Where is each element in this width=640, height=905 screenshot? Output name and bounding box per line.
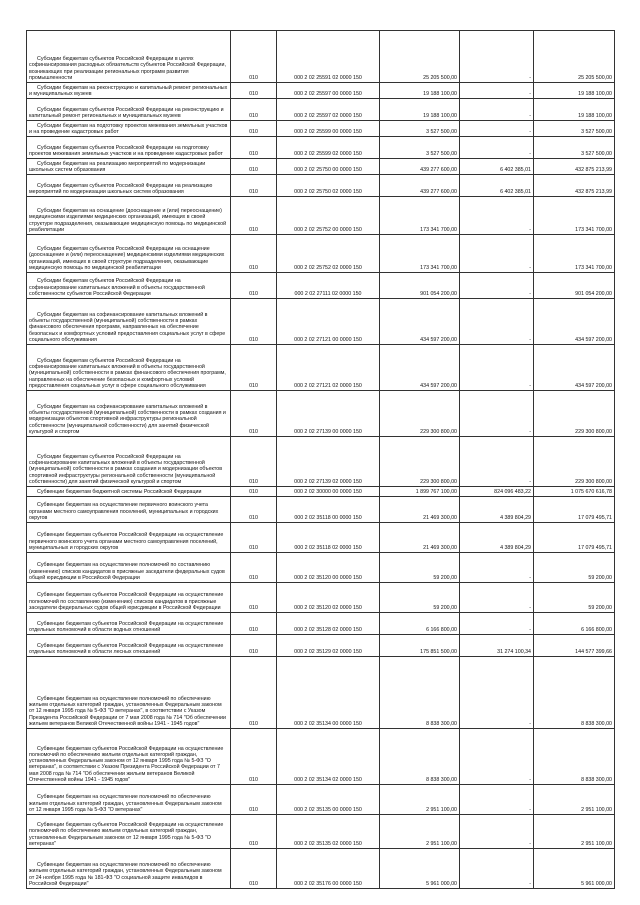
table-row <box>27 437 615 487</box>
table-row <box>27 235 615 273</box>
row-admin-code: 010 <box>231 345 277 391</box>
row-classification-code: 000 2 02 35120 00 0000 150 <box>277 553 380 583</box>
table-row <box>27 487 615 497</box>
row-admin-code: 010 <box>231 657 277 729</box>
table-row <box>27 121 615 137</box>
row-adjustment-amount: - <box>460 729 534 785</box>
table-row <box>27 553 615 583</box>
row-admin-code: 010 <box>231 31 277 83</box>
row-approved-amount: 901 054 200,00 <box>380 273 460 299</box>
table-row <box>27 299 615 345</box>
row-classification-code: 000 2 02 25752 00 0000 150 <box>277 197 380 235</box>
row-total-amount: 2 951 100,00 <box>534 815 615 849</box>
table-row <box>27 657 615 729</box>
row-approved-amount: 175 851 500,00 <box>380 635 460 657</box>
table-row <box>27 99 615 121</box>
row-admin-code: 010 <box>231 487 277 497</box>
row-adjustment-amount: - <box>460 583 534 613</box>
row-adjustment-amount: - <box>460 137 534 159</box>
row-name: Субвенции бюджетам субъектов Российской Федерации на осуществление отдельных полномочий в области водных отношений <box>27 613 231 635</box>
table-row <box>27 785 615 815</box>
row-total-amount: 59 200,00 <box>534 583 615 613</box>
row-adjustment-amount: - <box>460 299 534 345</box>
row-approved-amount: 59 200,00 <box>380 583 460 613</box>
row-admin-code: 010 <box>231 159 277 175</box>
row-admin-code: 010 <box>231 553 277 583</box>
row-adjustment-amount: 31 274 100,34 <box>460 635 534 657</box>
row-classification-code: 000 2 02 35118 02 0000 150 <box>277 523 380 553</box>
row-adjustment-amount: - <box>460 391 534 437</box>
row-name: Субвенции бюджетам на осуществление полномочий по обеспечению жильем отдельных категорий граждан, установленных Федеральным законом от 12 января 1995 года № 5-ФЗ "О ветеранах", в соответствии с Указом Президента Российской Федерации от 7 мая 2008 года № 714 "Об обеспечении жильем ветеранов Великой Отечественной войны 1941 - 1945 годов" <box>27 657 231 729</box>
row-approved-amount: 229 300 800,00 <box>380 391 460 437</box>
table-row <box>27 175 615 197</box>
table-row <box>27 815 615 849</box>
row-classification-code: 000 2 02 35129 02 0000 150 <box>277 635 380 657</box>
row-name: Субсидии бюджетам на оснащение (дооснащение и (или) переоснащение) медицинскими изделиями медицинских организаций, имеющих в своей структуре подразделения, оказывающие медицинскую помощь по медицинской реабилитации <box>27 197 231 235</box>
row-approved-amount: 5 961 000,00 <box>380 849 460 889</box>
row-name: Субсидии бюджетам на реализацию мероприятий по модернизации школьных систем образования <box>27 159 231 175</box>
row-total-amount: 19 188 100,00 <box>534 83 615 99</box>
row-adjustment-amount: - <box>460 437 534 487</box>
row-approved-amount: 3 527 500,00 <box>380 137 460 159</box>
row-adjustment-amount: - <box>460 197 534 235</box>
row-name: Субсидии бюджетам на софинансирование капитальных вложений в объекты государственной (муниципальной) собственности в рамках создания и модернизации объектов спортивной инфраструктуры региональной собственности (муниципальной собственности) для занятий физической культурой и спортом <box>27 391 231 437</box>
table-row <box>27 613 615 635</box>
budget-table <box>26 30 615 889</box>
row-name: Субвенции бюджетам на осуществление полномочий по обеспечению жильем отдельных категорий граждан, установленных Федеральным законом от 12 января 1995 года № 5-ФЗ "О ветеранах" <box>27 785 231 815</box>
row-classification-code: 000 2 02 35135 00 0000 150 <box>277 785 380 815</box>
row-admin-code: 010 <box>231 849 277 889</box>
row-total-amount: 19 188 100,00 <box>534 99 615 121</box>
row-name: Субсидии бюджетам на подготовку проектов межевания земельных участков и на проведение кадастровых работ <box>27 121 231 137</box>
row-total-amount: 8 838 300,00 <box>534 657 615 729</box>
row-classification-code: 000 2 02 25750 00 0000 150 <box>277 159 380 175</box>
row-name: Субсидии бюджетам субъектов Российской Федерации в целях софинансирования расходных обязательств субъектов Российской Федерации, возникающих при реализации региональных программ развития промышленности <box>27 31 231 83</box>
row-total-amount: 8 838 300,00 <box>534 729 615 785</box>
table-row <box>27 635 615 657</box>
budget-document-page <box>26 30 614 889</box>
table-row <box>27 137 615 159</box>
row-adjustment-amount: - <box>460 849 534 889</box>
row-approved-amount: 439 277 600,00 <box>380 159 460 175</box>
row-total-amount: 144 577 399,66 <box>534 635 615 657</box>
row-classification-code: 000 2 02 25591 02 0000 150 <box>277 31 380 83</box>
row-adjustment-amount: - <box>460 83 534 99</box>
row-total-amount: 432 875 213,99 <box>534 175 615 197</box>
row-admin-code: 010 <box>231 729 277 785</box>
table-row <box>27 197 615 235</box>
row-adjustment-amount: - <box>460 235 534 273</box>
row-classification-code: 000 2 02 35128 02 0000 150 <box>277 613 380 635</box>
row-classification-code: 000 2 02 25597 02 0000 150 <box>277 99 380 121</box>
row-admin-code: 010 <box>231 137 277 159</box>
row-approved-amount: 229 300 800,00 <box>380 437 460 487</box>
row-total-amount: 5 961 000,00 <box>534 849 615 889</box>
row-approved-amount: 19 188 100,00 <box>380 83 460 99</box>
row-name: Субсидии бюджетам на софинансирование капитальных вложений в объекты государственной (муниципальной) собственности в рамках финансового обеспечения программ, направленных на обеспечение безопасных и комфортных условий предоставления социальных услуг в сфере социального обслуживания <box>27 299 231 345</box>
table-row <box>27 159 615 175</box>
table-row <box>27 729 615 785</box>
row-adjustment-amount: - <box>460 785 534 815</box>
row-total-amount: 901 054 200,00 <box>534 273 615 299</box>
row-adjustment-amount: 6 402 385,01 <box>460 175 534 197</box>
row-adjustment-amount: - <box>460 121 534 137</box>
row-name: Субвенции бюджетам на осуществление первичного воинского учета органами местного самоуправления поселений, муниципальных и городских округов <box>27 497 231 523</box>
row-classification-code: 000 2 02 25599 02 0000 150 <box>277 137 380 159</box>
row-admin-code: 010 <box>231 815 277 849</box>
table-row <box>27 345 615 391</box>
row-approved-amount: 21 469 300,00 <box>380 523 460 553</box>
row-name: Субвенции бюджетам субъектов Российской Федерации на осуществление первичного воинского учета органами местного самоуправления поселений, муниципальных и городских округов <box>27 523 231 553</box>
row-approved-amount: 434 597 200,00 <box>380 345 460 391</box>
row-classification-code: 000 2 02 25597 00 0000 150 <box>277 83 380 99</box>
row-admin-code: 010 <box>231 121 277 137</box>
row-classification-code: 000 2 02 27121 00 0000 150 <box>277 299 380 345</box>
row-admin-code: 010 <box>231 197 277 235</box>
row-approved-amount: 439 277 600,00 <box>380 175 460 197</box>
row-classification-code: 000 2 02 25599 00 0000 150 <box>277 121 380 137</box>
row-admin-code: 010 <box>231 635 277 657</box>
row-classification-code: 000 2 02 35176 00 0000 150 <box>277 849 380 889</box>
row-name: Субсидии бюджетам на реконструкцию и капитальный ремонт региональных и муниципальных музеев <box>27 83 231 99</box>
row-approved-amount: 8 838 300,00 <box>380 729 460 785</box>
row-total-amount: 25 205 500,00 <box>534 31 615 83</box>
row-approved-amount: 3 527 500,00 <box>380 121 460 137</box>
row-admin-code: 010 <box>231 613 277 635</box>
row-total-amount: 1 075 670 616,78 <box>534 487 615 497</box>
row-total-amount: 3 527 500,00 <box>534 121 615 137</box>
row-adjustment-amount: 4 389 804,29 <box>460 497 534 523</box>
row-name: Субвенции бюджетам субъектов Российской Федерации на осуществление полномочий по обеспечению жильем отдельных категорий граждан, установленных Федеральным законом от 12 января 1995 года № 5-ФЗ "О ветеранах" <box>27 815 231 849</box>
row-approved-amount: 21 469 300,00 <box>380 497 460 523</box>
row-name: Субсидии бюджетам субъектов Российской Федерации на оснащение (дооснащение и (или) переоснащение) медицинскими изделиями медицинских организаций, имеющих в своей структуре подразделения, оказывающие медицинскую помощь по медицинской реабилитации <box>27 235 231 273</box>
row-total-amount: 432 875 213,99 <box>534 159 615 175</box>
row-adjustment-amount: - <box>460 345 534 391</box>
row-approved-amount: 19 188 100,00 <box>380 99 460 121</box>
row-admin-code: 010 <box>231 83 277 99</box>
row-name: Субвенции бюджетам субъектов Российской Федерации на осуществление полномочий по обеспечению жильем отдельных категорий граждан, установленных Федеральным законом от 12 января 1995 года № 5-ФЗ "О ветеранах", в соответствии с Указом Президента Российской Федерации от 7 мая 2008 года № 714 "Об обеспечении жильем ветеранов Великой Отечественной войны 1941 - 1945 годов" <box>27 729 231 785</box>
row-approved-amount: 2 951 100,00 <box>380 785 460 815</box>
row-name: Субсидии бюджетам субъектов Российской Федерации на софинансирование капитальных вложений в объекты государственной (муниципальной) собственности в рамках создания и модернизации объектов спортивной инфраструктуры региональной собственности (муниципальной собственности) для занятий физической культурой и спортом <box>27 437 231 487</box>
row-approved-amount: 2 951 100,00 <box>380 815 460 849</box>
table-row <box>27 273 615 299</box>
row-total-amount: 173 341 700,00 <box>534 235 615 273</box>
row-approved-amount: 434 597 200,00 <box>380 299 460 345</box>
row-classification-code: 000 2 02 35120 02 0000 150 <box>277 583 380 613</box>
row-approved-amount: 6 166 800,00 <box>380 613 460 635</box>
row-admin-code: 010 <box>231 273 277 299</box>
row-approved-amount: 59 200,00 <box>380 553 460 583</box>
row-total-amount: 229 300 800,00 <box>534 437 615 487</box>
row-total-amount: 59 200,00 <box>534 553 615 583</box>
row-approved-amount: 25 205 500,00 <box>380 31 460 83</box>
row-classification-code: 000 2 02 30000 00 0000 150 <box>277 487 380 497</box>
row-adjustment-amount: - <box>460 553 534 583</box>
row-name: Субвенции бюджетам субъектов Российской Федерации на осуществление полномочий по составлению (изменению) списков кандидатов в присяжные заседатели федеральных судов общей юрисдикции в Российской Федерации <box>27 583 231 613</box>
table-row <box>27 583 615 613</box>
row-adjustment-amount: - <box>460 815 534 849</box>
row-admin-code: 010 <box>231 583 277 613</box>
table-row <box>27 391 615 437</box>
row-admin-code: 010 <box>231 497 277 523</box>
row-total-amount: 434 597 200,00 <box>534 299 615 345</box>
row-classification-code: 000 2 02 35135 02 0000 150 <box>277 815 380 849</box>
table-row <box>27 849 615 889</box>
row-admin-code: 010 <box>231 437 277 487</box>
row-approved-amount: 173 341 700,00 <box>380 235 460 273</box>
row-adjustment-amount: - <box>460 273 534 299</box>
row-adjustment-amount: 4 389 804,29 <box>460 523 534 553</box>
row-total-amount: 3 527 500,00 <box>534 137 615 159</box>
row-adjustment-amount: - <box>460 99 534 121</box>
row-classification-code: 000 2 02 35134 02 0000 150 <box>277 729 380 785</box>
row-total-amount: 2 951 100,00 <box>534 785 615 815</box>
row-name: Субвенции бюджетам бюджетной системы Российской Федерации <box>27 487 231 497</box>
budget-table-body <box>27 31 615 889</box>
row-name: Субсидии бюджетам субъектов Российской Федерации на реконструкцию и капитальный ремонт региональных и муниципальных музеев <box>27 99 231 121</box>
row-admin-code: 010 <box>231 235 277 273</box>
row-adjustment-amount: 6 402 385,01 <box>460 159 534 175</box>
row-adjustment-amount: 824 096 483,22 <box>460 487 534 497</box>
row-approved-amount: 8 838 300,00 <box>380 657 460 729</box>
row-admin-code: 010 <box>231 175 277 197</box>
row-name: Субсидии бюджетам субъектов Российской Федерации на софинансирование капитальных вложений в объекты государственной (муниципальной) собственности в рамках финансового обеспечения программ, направленных на обеспечение безопасных и комфортных условий предоставления социальных услуг в сфере социального обслуживания <box>27 345 231 391</box>
row-admin-code: 010 <box>231 99 277 121</box>
row-total-amount: 17 079 495,71 <box>534 523 615 553</box>
row-classification-code: 000 2 02 35118 00 0000 150 <box>277 497 380 523</box>
row-name: Субвенции бюджетам на осуществление полномочий по составлению (изменению) списков кандидатов в присяжные заседатели федеральных судов общей юрисдикции в Российской Федерации <box>27 553 231 583</box>
row-total-amount: 229 300 800,00 <box>534 391 615 437</box>
row-classification-code: 000 2 02 27139 00 0000 150 <box>277 391 380 437</box>
row-adjustment-amount: - <box>460 613 534 635</box>
row-admin-code: 010 <box>231 391 277 437</box>
row-name: Субвенции бюджетам субъектов Российской Федерации на осуществление отдельных полномочий в области лесных отношений <box>27 635 231 657</box>
row-total-amount: 173 341 700,00 <box>534 197 615 235</box>
row-name: Субвенции бюджетам на осуществление полномочий по обеспечению жильем отдельных категорий граждан, установленных Федеральным законом от 24 ноября 1995 года № 181-ФЗ "О социальной защите инвалидов в Российской Федерации" <box>27 849 231 889</box>
row-name: Субсидии бюджетам субъектов Российской Федерации на софинансирование капитальных вложений в объекты государственной собственности субъектов Российской Федерации <box>27 273 231 299</box>
row-adjustment-amount: - <box>460 31 534 83</box>
row-approved-amount: 173 341 700,00 <box>380 197 460 235</box>
row-name: Субсидии бюджетам субъектов Российской Федерации на подготовку проектов межевания земельных участков и на проведение кадастровых работ <box>27 137 231 159</box>
row-classification-code: 000 2 02 27139 02 0000 150 <box>277 437 380 487</box>
table-row <box>27 497 615 523</box>
row-admin-code: 010 <box>231 299 277 345</box>
row-classification-code: 000 2 02 35134 00 0000 150 <box>277 657 380 729</box>
row-approved-amount: 1 899 767 100,00 <box>380 487 460 497</box>
row-total-amount: 434 597 200,00 <box>534 345 615 391</box>
table-row <box>27 83 615 99</box>
row-adjustment-amount: - <box>460 657 534 729</box>
row-total-amount: 6 166 800,00 <box>534 613 615 635</box>
row-classification-code: 000 2 02 27111 02 0000 150 <box>277 273 380 299</box>
row-name: Субсидии бюджетам субъектов Российской Федерации на реализацию мероприятий по модернизации школьных систем образования <box>27 175 231 197</box>
row-total-amount: 17 079 495,71 <box>534 497 615 523</box>
row-admin-code: 010 <box>231 785 277 815</box>
table-row <box>27 523 615 553</box>
row-classification-code: 000 2 02 25752 02 0000 150 <box>277 235 380 273</box>
table-row <box>27 31 615 83</box>
row-admin-code: 010 <box>231 523 277 553</box>
row-classification-code: 000 2 02 25750 02 0000 150 <box>277 175 380 197</box>
row-classification-code: 000 2 02 27121 02 0000 150 <box>277 345 380 391</box>
